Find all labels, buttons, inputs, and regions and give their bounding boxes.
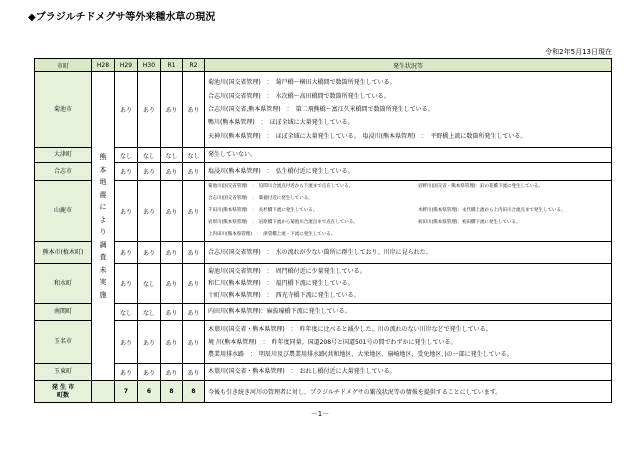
mark-r1: あり (161, 181, 183, 242)
header-row (35, 59, 612, 72)
table-row (35, 264, 612, 304)
municipality-name: 熊本市(植木町) (35, 242, 92, 264)
status-line: 境 川(熊本県管理) ： 昨年度同量。国道208号と国道501号の間でわずかに発生している。 (208, 339, 457, 346)
status-line: 塩浸川(熊本県管理) ： 弘生橋付近に発生している。 (208, 167, 354, 175)
municipality-name: 玉東町 (35, 364, 92, 381)
status-cell (205, 304, 612, 321)
municipality-name: 玉名市 (35, 321, 92, 364)
municipality-name: 和水町 (35, 264, 92, 304)
municipality-name: 合志市 (35, 163, 92, 181)
status-line: 内田川(熊本県管理)：麻抜壕橋下流に発生している。 (208, 308, 351, 315)
mark-h29: あり (115, 321, 138, 364)
status-line: 天神川(熊本県管理) ： ほぼ全域に大量発生している。 塩浸川(熊本県管理) ： 平野橋上流に数箇所発生している。 (208, 132, 527, 140)
mark-h30: あり (138, 242, 161, 264)
mark-h30: なし (138, 304, 161, 321)
mark-r1: あり (161, 163, 183, 181)
footer-text: 今後も引き続き河川の管理者に対し、ブラジルチドメグサの繁茂状況等の情報を提供することにしています。 (205, 381, 612, 403)
mark-r1: なし (161, 148, 183, 163)
status-line: 農業用排水路 ： 明辰川及び農業用排水路(共和地区、大栄地区、扇崎地区、受免地区、)の一部に発生している。 (208, 351, 513, 358)
mark-h29: あり (115, 364, 138, 381)
status-line: 鴨川(熊本県管理) ： ほぼ全域に大量発生している。 (208, 118, 354, 126)
status-cell (205, 321, 612, 364)
table-row (35, 242, 612, 264)
mark-r1: あり (161, 364, 183, 381)
mark-h30: あり (138, 364, 161, 381)
mark-r2: なし (183, 148, 205, 163)
table-row (35, 72, 612, 148)
mark-r1: あり (161, 321, 183, 364)
status-line: 木葉川(国交省・熊本県管理) ： 昨年度に比べると減少した。川の流れのない川岸などで発生している。 (208, 326, 492, 333)
status-line: 合志川(国交省,熊本県管理) ： 第二飛熊橋～富江久米橋間で数箇所発生している。 (208, 105, 434, 113)
status-line: 菊池川(国交省管理) ： 迫間川合流点付近から下流まで点在している。 (208, 184, 354, 189)
mark-r2: あり (183, 264, 205, 304)
table-row (35, 304, 612, 321)
status-cell (205, 148, 612, 163)
mark-r2: あり (183, 242, 205, 264)
footer-row (35, 381, 612, 403)
status-line: 合志川(国交省管理) ： 楽徳付近に発生している。 (208, 196, 313, 201)
municipality-name: 菊池市 (35, 72, 92, 148)
status-line: 発生していない。 (208, 151, 257, 158)
table-row (35, 364, 612, 381)
mark-r2: あり (183, 321, 205, 364)
status-line: 菊池川(国交省管理) ： 菊戸橋～横田大橋間で数箇所発生している。 (208, 78, 396, 86)
municipality-name: 大津町 (35, 148, 92, 163)
mark-h29: あり (115, 181, 138, 242)
mark-r2: あり (183, 72, 205, 148)
status-cell (205, 364, 612, 381)
report-date: 令和2年5月13日現在 (545, 48, 612, 56)
mark-r1: あり (161, 264, 183, 304)
table-row (35, 163, 612, 181)
header-h28: H28 (92, 59, 115, 72)
footer-count-r2: 8 (183, 381, 205, 403)
mark-h30: あり (138, 181, 161, 242)
mark-h30: なし (138, 264, 161, 304)
header-r1: R1 (161, 59, 183, 72)
status-line: 菊池川(国交省管理) ： 周門橋付近に少量発生している。 (208, 267, 366, 275)
h28-note: 熊本地震により調査未実施 (99, 153, 107, 299)
status-cell (205, 264, 612, 304)
status-line: 十町川(熊本県管理) ： 西光寺橋下流に発生している。 (208, 291, 360, 299)
mark-h29: あり (115, 163, 138, 181)
mark-h29: あり (115, 264, 138, 304)
header-r2: R2 (183, 59, 205, 72)
mark-h30: あり (138, 321, 161, 364)
h28-note-cell (92, 72, 115, 381)
table-row (35, 148, 612, 163)
mark-r2: あり (183, 163, 205, 181)
status-line: 木野川(熊本県管理)：永代橋上流から上内田川合流点まで発生している。 (418, 208, 566, 213)
status-line: 千田川(熊本県管理) ： 長杉橋下流に発生している。 (208, 208, 318, 213)
page-number: －1－ (310, 410, 330, 418)
status-line: 岩原川(熊本県管理) ： 岩原橋下流から菊池川合流点まで点在している。 (208, 220, 358, 225)
mark-h30: あり (138, 163, 161, 181)
status-cell (205, 181, 612, 242)
municipality-name: 南関町 (35, 304, 92, 321)
status-line: 合志川(国交省管理) ： 水の流れが少ない箇所に群生しており、川岸に見られた。 (208, 248, 432, 256)
status-line: 和仁川(熊本県管理) ： 福円橋下流に発生している。 (208, 279, 354, 287)
mark-h30: あり (138, 72, 161, 148)
header-status: 発生状況等 (205, 59, 612, 72)
status-table (34, 58, 612, 403)
mark-h29: あり (115, 242, 138, 264)
status-cell (205, 163, 612, 181)
page-title: ◆ブラジルチドメグサ等外来種水草の現況 (28, 12, 216, 23)
header-muni: 市町 (35, 59, 92, 72)
status-line: 合志川(国交省管理) ： 水次橋～高田橋間で数箇所発生している。 (208, 92, 390, 100)
footer-h28-empty (92, 381, 115, 403)
mark-h29: なし (115, 304, 138, 321)
footer-label: 発 生 市町数 (35, 381, 92, 403)
mark-r2: あり (183, 304, 205, 321)
footer-count-h30: 6 (138, 381, 161, 403)
mark-h30: なし (138, 148, 161, 163)
table-row (35, 181, 612, 242)
status-cell (205, 242, 612, 264)
status-line: 岩野川(国交省・熊本県管理)：釘の花橋下流に発生している。 (418, 184, 544, 189)
mark-r2: あり (183, 364, 205, 381)
mark-h29: なし (115, 148, 138, 163)
table-row (35, 321, 612, 364)
mark-r1: あり (161, 72, 183, 148)
mark-r1: あり (161, 304, 183, 321)
footer-count-h29: 7 (115, 381, 138, 403)
header-h29: H29 (115, 59, 138, 72)
municipality-name: 山鹿市 (35, 181, 92, 242)
status-line: 上内田川(熊本県管理) ： 津袋橋上流・下流に発生している。 (208, 232, 336, 237)
mark-r1: あり (161, 242, 183, 264)
status-cell (205, 72, 612, 148)
status-line: 木葉川(国交省・熊本県管理) ： おれし橋付近に大量発生している。 (208, 368, 396, 375)
footer-count-r1: 8 (161, 381, 183, 403)
mark-r2: あり (183, 181, 205, 242)
status-line: 初田川(熊本県管理)：初田橋下流に発生している。 (418, 220, 521, 225)
header-h30: H30 (138, 59, 161, 72)
mark-h29: あり (115, 72, 138, 148)
